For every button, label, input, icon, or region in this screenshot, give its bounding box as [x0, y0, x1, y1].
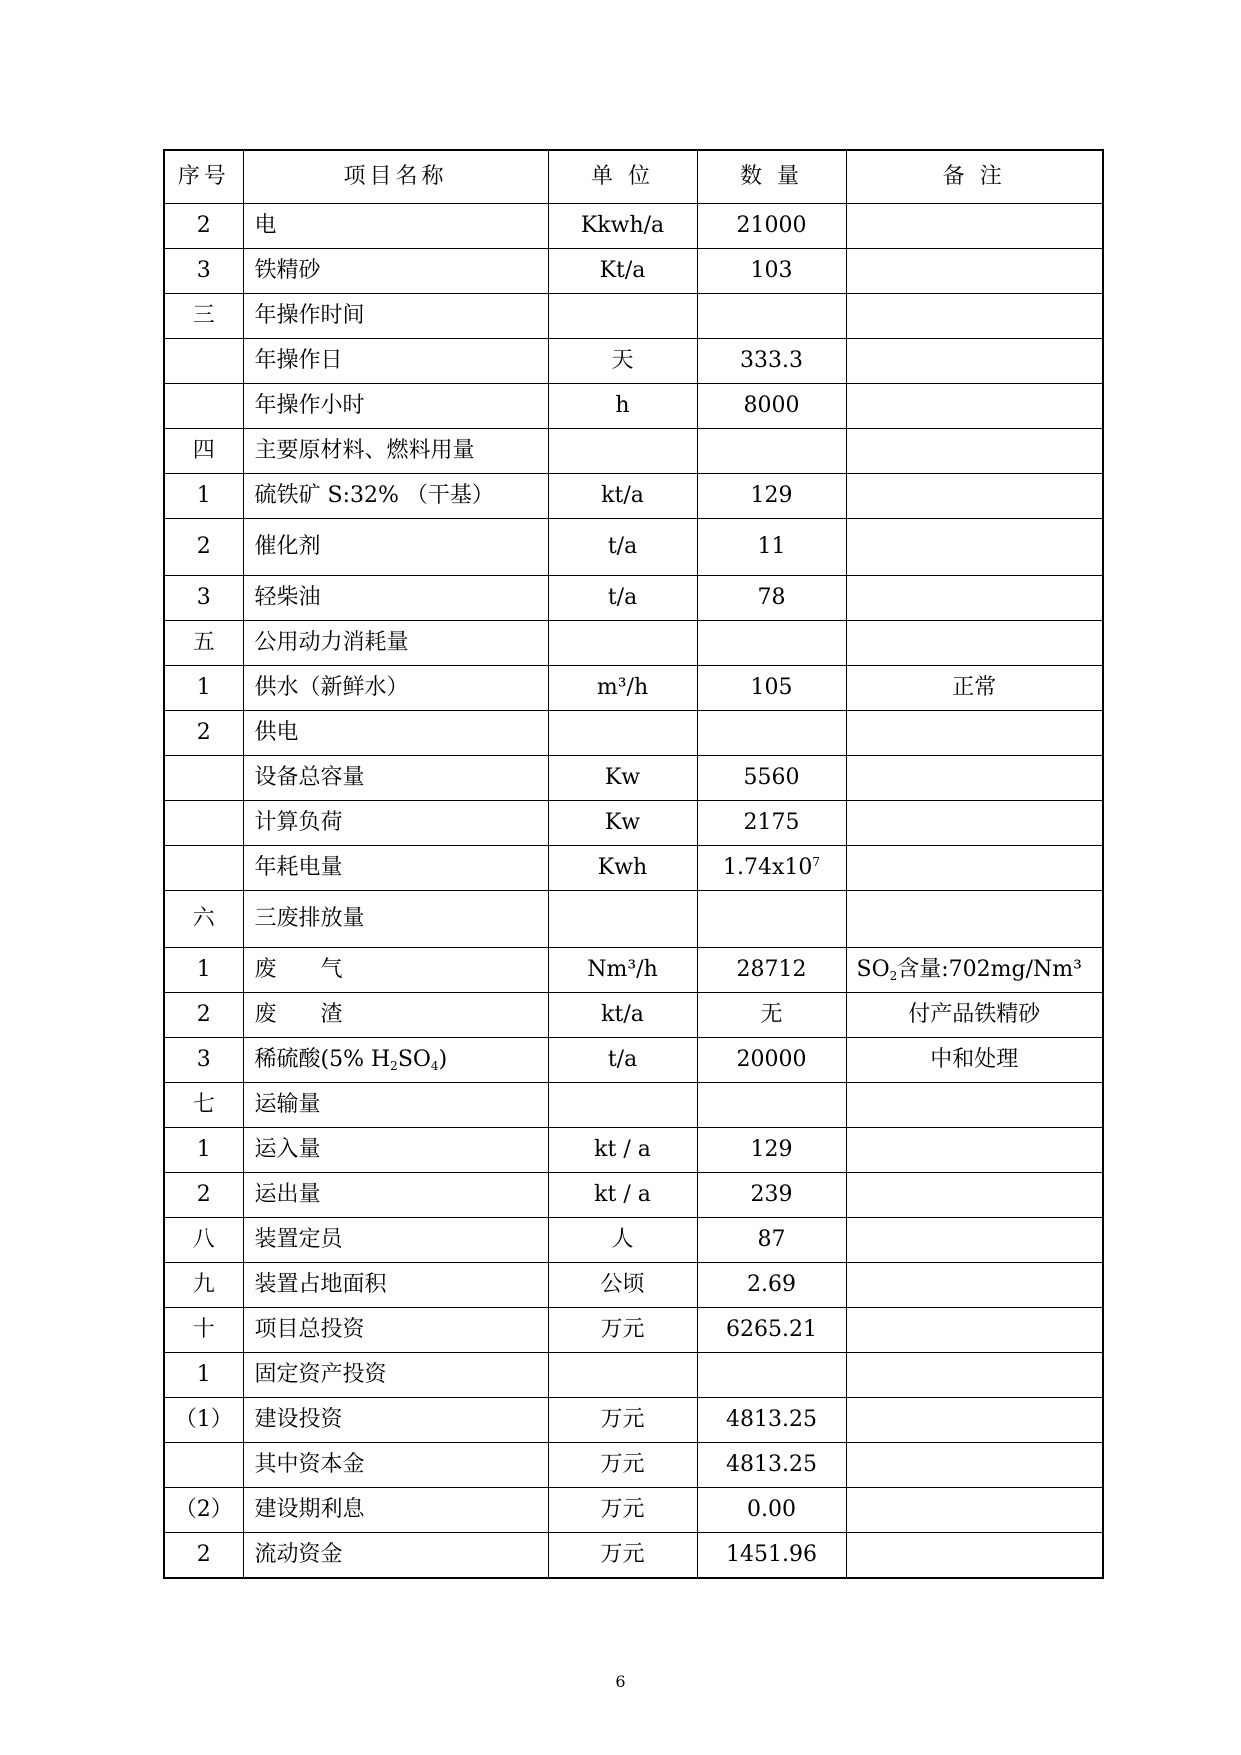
name-subscript: 4 [430, 1059, 439, 1073]
cell-name: 轻柴油 [243, 576, 548, 621]
cell-name: 硫铁矿 S:32% （干基） [243, 474, 548, 519]
cell-qty [697, 294, 846, 339]
cell-name: 供电 [243, 711, 548, 756]
cell-note [846, 1128, 1103, 1173]
cell-unit: kt/a [548, 474, 697, 519]
cell-name: 计算负荷 [243, 801, 548, 846]
cell-name: 运输量 [243, 1083, 548, 1128]
cell-qty: 87 [697, 1218, 846, 1263]
cell-no: 五 [164, 621, 243, 666]
cell-note [846, 1173, 1103, 1218]
cell-note [846, 1083, 1103, 1128]
note-so-prefix: SO [856, 957, 890, 982]
cell-name: 运出量 [243, 1173, 548, 1218]
cell-name: 废 渣 [243, 993, 548, 1038]
cell-no: 3 [164, 249, 243, 294]
cell-qty: 4813.25 [697, 1443, 846, 1488]
name-part: 稀硫酸(5% H [254, 1047, 391, 1072]
table-row [164, 576, 1103, 621]
table-row [164, 1218, 1103, 1263]
name-part: ) [438, 1047, 448, 1072]
cell-name: 运入量 [243, 1128, 548, 1173]
cell-name [243, 1038, 548, 1083]
cell-qty: 78 [697, 576, 846, 621]
cell-note [846, 1218, 1103, 1263]
cell-unit: 万元 [548, 1308, 697, 1353]
table-row [164, 756, 1103, 801]
table-row [164, 801, 1103, 846]
cell-unit [548, 891, 697, 948]
cell-unit [548, 711, 697, 756]
cell-note [846, 948, 1103, 993]
cell-qty: 333.3 [697, 339, 846, 384]
cell-unit: h [548, 384, 697, 429]
cell-note [846, 1353, 1103, 1398]
cell-note [846, 576, 1103, 621]
cell-note [846, 1308, 1103, 1353]
cell-name: 电 [243, 204, 548, 249]
cell-name: 建设期利息 [243, 1488, 548, 1533]
cell-qty: 2175 [697, 801, 846, 846]
cell-qty [697, 846, 846, 891]
cell-name: 设备总容量 [243, 756, 548, 801]
cell-qty: 5560 [697, 756, 846, 801]
cell-no: 八 [164, 1218, 243, 1263]
cell-note [846, 621, 1103, 666]
table-row [164, 339, 1103, 384]
cell-name: 其中资本金 [243, 1443, 548, 1488]
cell-no: 1 [164, 474, 243, 519]
table-row [164, 846, 1103, 891]
cell-name: 建设投资 [243, 1398, 548, 1443]
cell-no: 1 [164, 948, 243, 993]
cell-qty: 8000 [697, 384, 846, 429]
cell-no: 1 [164, 1353, 243, 1398]
cell-note [846, 1488, 1103, 1533]
cell-unit [548, 1353, 697, 1398]
header-no: 序号 [164, 150, 243, 204]
cell-note [846, 1533, 1103, 1579]
cell-qty [697, 1353, 846, 1398]
cell-qty [697, 429, 846, 474]
page-number: 6 [615, 1672, 626, 1691]
cell-name: 三废排放量 [243, 891, 548, 948]
cell-unit: Kw [548, 801, 697, 846]
cell-qty: 20000 [697, 1038, 846, 1083]
table-row [164, 1443, 1103, 1488]
cell-unit: Kt/a [548, 249, 697, 294]
table-row [164, 1083, 1103, 1128]
cell-no: 十 [164, 1308, 243, 1353]
table-row [164, 249, 1103, 294]
table-row [164, 1398, 1103, 1443]
cell-no: 三 [164, 294, 243, 339]
cell-no: 3 [164, 576, 243, 621]
cell-unit: t/a [548, 576, 697, 621]
cell-qty: 129 [697, 474, 846, 519]
cell-no: 2 [164, 711, 243, 756]
cell-note: 中和处理 [846, 1038, 1103, 1083]
cell-unit [548, 621, 697, 666]
header-name: 项目名称 [243, 150, 548, 204]
cell-no: 四 [164, 429, 243, 474]
table-header-row [164, 150, 1103, 204]
cell-name: 装置占地面积 [243, 1263, 548, 1308]
table-row [164, 993, 1103, 1038]
table-row [164, 294, 1103, 339]
qty-base: 1.74x10 [722, 855, 813, 880]
cell-unit: Nm³/h [548, 948, 697, 993]
cell-unit: t/a [548, 1038, 697, 1083]
table-row [164, 429, 1103, 474]
table-row [164, 519, 1103, 576]
table-row [164, 1263, 1103, 1308]
cell-qty: 2.69 [697, 1263, 846, 1308]
cell-qty: 11 [697, 519, 846, 576]
cell-name: 铁精砂 [243, 249, 548, 294]
cell-note [846, 204, 1103, 249]
cell-note [846, 1398, 1103, 1443]
cell-unit: 万元 [548, 1443, 697, 1488]
cell-name: 年耗电量 [243, 846, 548, 891]
data-table [163, 149, 1104, 1579]
cell-qty: 6265.21 [697, 1308, 846, 1353]
cell-note [846, 891, 1103, 948]
cell-qty: 1451.96 [697, 1533, 846, 1579]
cell-unit [548, 429, 697, 474]
cell-note [846, 294, 1103, 339]
cell-qty: 239 [697, 1173, 846, 1218]
cell-no: 2 [164, 1533, 243, 1579]
note-so-suffix: 含量:702mg/Nm³ [897, 957, 1082, 982]
cell-qty: 129 [697, 1128, 846, 1173]
cell-note: 付产品铁精砂 [846, 993, 1103, 1038]
cell-note: 正常 [846, 666, 1103, 711]
note-so-subscript: 2 [889, 969, 898, 983]
cell-unit: 万元 [548, 1533, 697, 1579]
table-row [164, 621, 1103, 666]
cell-name: 公用动力消耗量 [243, 621, 548, 666]
cell-unit [548, 1083, 697, 1128]
cell-no: （2） [164, 1488, 243, 1533]
table-row [164, 1128, 1103, 1173]
cell-no: 3 [164, 1038, 243, 1083]
cell-qty: 21000 [697, 204, 846, 249]
cell-unit: kt / a [548, 1173, 697, 1218]
cell-no: 九 [164, 1263, 243, 1308]
cell-note [846, 711, 1103, 756]
cell-no [164, 846, 243, 891]
cell-name: 流动资金 [243, 1533, 548, 1579]
cell-no: 1 [164, 1128, 243, 1173]
table-row [164, 711, 1103, 756]
cell-qty [697, 891, 846, 948]
cell-unit: 人 [548, 1218, 697, 1263]
table-row [164, 1173, 1103, 1218]
header-qty: 数 量 [697, 150, 846, 204]
cell-qty: 103 [697, 249, 846, 294]
cell-no [164, 801, 243, 846]
table-row [164, 948, 1103, 993]
cell-note [846, 1443, 1103, 1488]
header-unit: 单 位 [548, 150, 697, 204]
cell-name: 废 气 [243, 948, 548, 993]
cell-name: 催化剂 [243, 519, 548, 576]
cell-qty [697, 621, 846, 666]
table-row [164, 891, 1103, 948]
cell-no [164, 756, 243, 801]
cell-note [846, 1263, 1103, 1308]
cell-no: 2 [164, 519, 243, 576]
cell-unit: 万元 [548, 1398, 697, 1443]
cell-unit: Kkwh/a [548, 204, 697, 249]
name-part: SO [397, 1047, 431, 1072]
cell-no: 2 [164, 993, 243, 1038]
table-row [164, 1308, 1103, 1353]
table-row [164, 1533, 1103, 1579]
cell-unit: 万元 [548, 1488, 697, 1533]
table-row [164, 384, 1103, 429]
cell-note [846, 474, 1103, 519]
qty-exponent: 7 [812, 855, 821, 869]
cell-qty [697, 1083, 846, 1128]
cell-no [164, 1443, 243, 1488]
cell-note [846, 846, 1103, 891]
cell-name: 项目总投资 [243, 1308, 548, 1353]
cell-name: 主要原材料、燃料用量 [243, 429, 548, 474]
cell-name: 年操作小时 [243, 384, 548, 429]
cell-no: 2 [164, 1173, 243, 1218]
cell-name: 年操作时间 [243, 294, 548, 339]
cell-qty: 0.00 [697, 1488, 846, 1533]
header-note: 备 注 [846, 150, 1103, 204]
cell-no: 七 [164, 1083, 243, 1128]
cell-unit: t/a [548, 519, 697, 576]
cell-note [846, 801, 1103, 846]
cell-unit: Kwh [548, 846, 697, 891]
table-row [164, 204, 1103, 249]
cell-name: 供水（新鲜水） [243, 666, 548, 711]
cell-name: 年操作日 [243, 339, 548, 384]
cell-no [164, 384, 243, 429]
cell-no: （1） [164, 1398, 243, 1443]
cell-qty [697, 711, 846, 756]
cell-qty: 105 [697, 666, 846, 711]
table-row [164, 1038, 1103, 1083]
cell-no: 2 [164, 204, 243, 249]
cell-name: 装置定员 [243, 1218, 548, 1263]
table-row [164, 1488, 1103, 1533]
cell-qty: 28712 [697, 948, 846, 993]
cell-note [846, 429, 1103, 474]
table-row [164, 1353, 1103, 1398]
cell-unit [548, 294, 697, 339]
cell-qty: 4813.25 [697, 1398, 846, 1443]
cell-note [846, 384, 1103, 429]
cell-unit: 天 [548, 339, 697, 384]
cell-unit: Kw [548, 756, 697, 801]
cell-unit: 公顷 [548, 1263, 697, 1308]
cell-unit: kt / a [548, 1128, 697, 1173]
cell-note [846, 519, 1103, 576]
cell-name: 固定资产投资 [243, 1353, 548, 1398]
cell-no [164, 339, 243, 384]
cell-note [846, 339, 1103, 384]
cell-unit: kt/a [548, 993, 697, 1038]
cell-no: 1 [164, 666, 243, 711]
cell-no: 六 [164, 891, 243, 948]
cell-qty: 无 [697, 993, 846, 1038]
cell-note [846, 249, 1103, 294]
table-row [164, 666, 1103, 711]
cell-unit: m³/h [548, 666, 697, 711]
name-subscript: 2 [390, 1059, 398, 1073]
table-row [164, 474, 1103, 519]
cell-note [846, 756, 1103, 801]
